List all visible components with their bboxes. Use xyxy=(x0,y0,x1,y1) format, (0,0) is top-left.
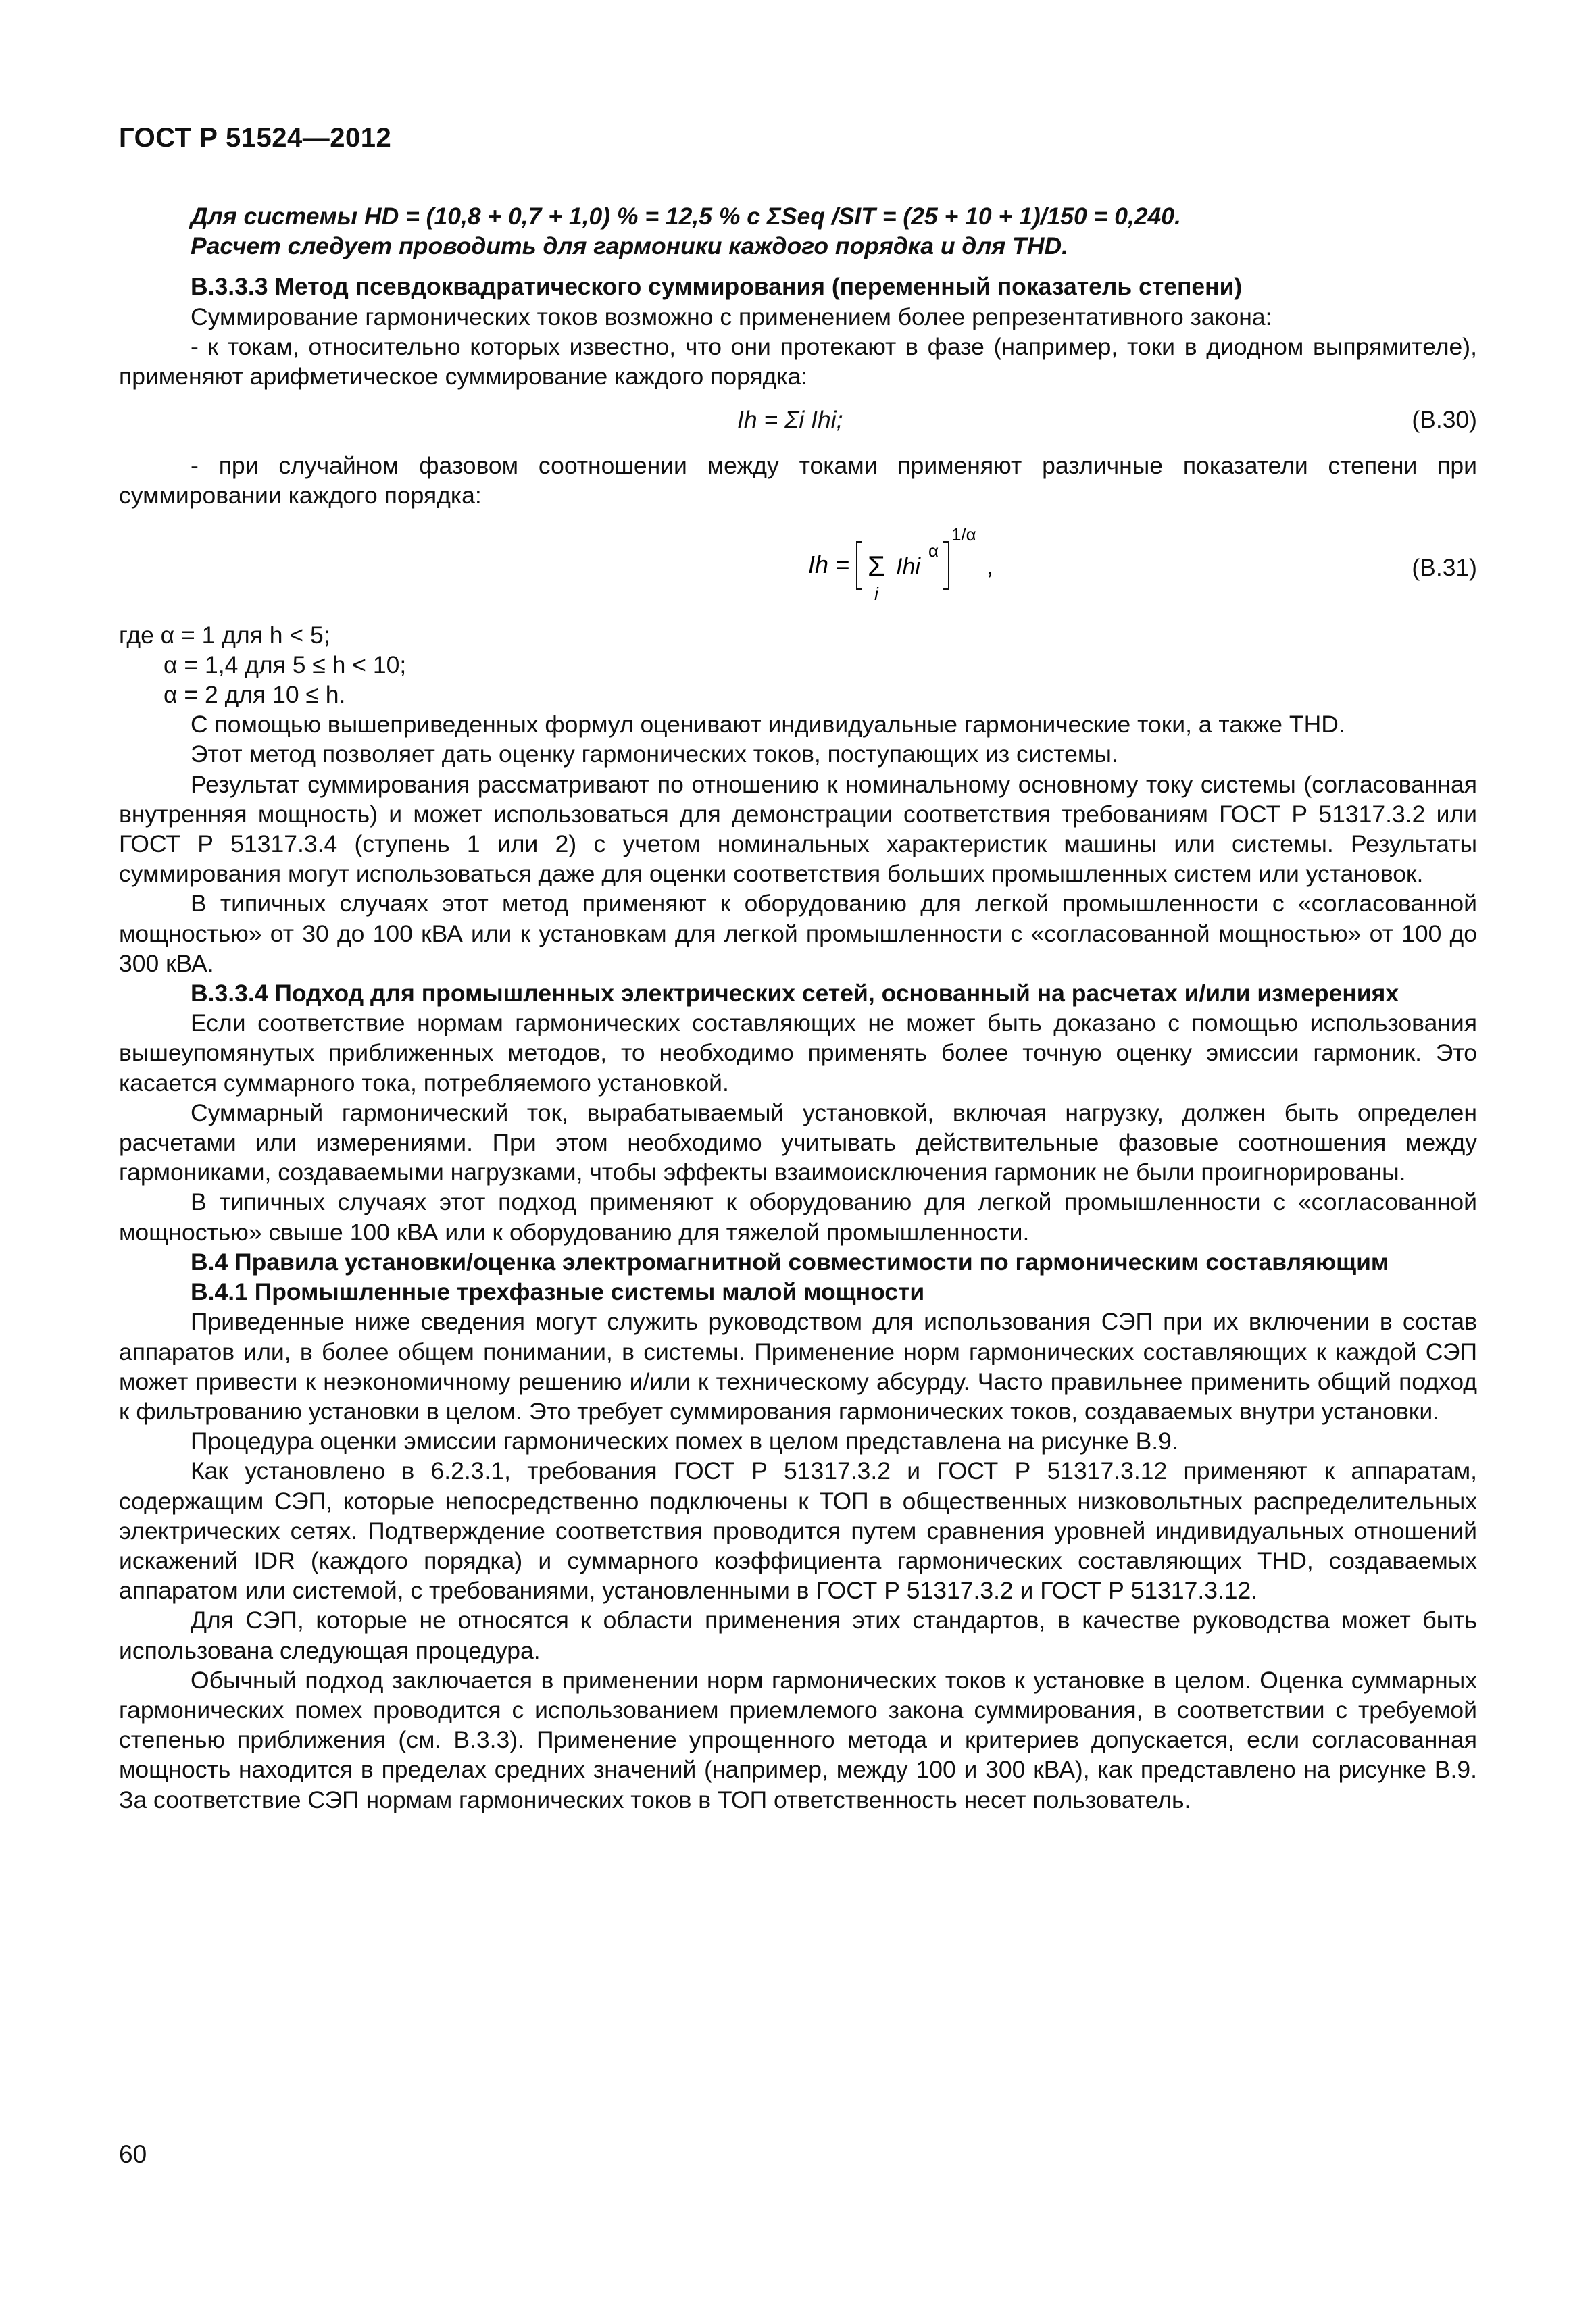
paragraph: В типичных случаях этот подход применяют к оборудованию для легкой промышленности с «согласованной мощностью» свыше 100 кВА или к оборудованию для тяжелой промышленности. xyxy=(119,1188,1477,1246)
paragraph: С помощью вышеприведенных формул оценивают индивидуальные гармонические токи, а также THD. xyxy=(191,711,1345,738)
formula-b30-body: Ih = Σi Ihi; xyxy=(737,406,843,434)
section-heading-b4: В.4 Правила установки/оценка электромагнитной совместимости по гармоническим составляющим xyxy=(191,1248,1389,1276)
formula-b31-number: (В.31) xyxy=(1412,553,1477,581)
sum-index: i xyxy=(874,583,878,604)
sum-symbol: Σ xyxy=(868,549,885,582)
paragraph: Для СЭП, которые не относятся к области применения этих стандартов, в качестве руководства может быть использована следующая процедура. xyxy=(119,1607,1477,1664)
formula-b31-lhs: Ih = xyxy=(808,550,850,578)
section-heading-b334: В.3.3.4 Подход для промышленных электрических сетей, основанный на расчетах и/или измерениях xyxy=(191,980,1399,1007)
condition-line: α = 2 для 10 ≤ h. xyxy=(164,681,346,709)
section-heading-b41: В.4.1 Промышленные трехфазные системы малой мощности xyxy=(191,1278,925,1306)
paragraph: Если соответствие нормам гармонических составляющих не может быть доказано с помощью использования вышеупомянутых приближенных методов, то необходимо применять более точную оценку эмиссии гармоник. Это касается суммарного тока, потребляемого установкой. xyxy=(119,1009,1477,1097)
formula-b31-term: Ihi xyxy=(896,553,920,580)
paragraph: Приведенные ниже сведения могут служить руководством для использования СЭП при их включении в состав аппаратов или, в более общем понимании, в системы. Применение норм гармонических составляющих к каждой СЭП может привести к неэкономичному решению и/или к техническому абсурду. Часто правильнее применить общий подход к фильтрованию установки в целом. Это требует суммирования гармонических токов, создаваемых внутри установки. xyxy=(119,1308,1477,1425)
formula-b31 xyxy=(119,513,1477,615)
term-exponent: α xyxy=(928,540,939,561)
document-header: ГОСТ Р 51524—2012 xyxy=(119,123,392,153)
section-heading-b333: В.3.3.3 Метод псевдоквадратического суммирования (переменный показатель степени) xyxy=(191,273,1243,301)
formula-comma: , xyxy=(987,553,993,580)
paragraph: Процедура оценки эмиссии гармонических помех в целом представлена на рисунке В.9. xyxy=(191,1428,1178,1455)
paragraph: В типичных случаях этот метод применяют к оборудованию для легкой промышленности с «согласованной мощностью» от 30 до 100 кВА или к установкам для легкой промышленности с «согласованной мощностью» от 100 до 300 кВА. xyxy=(119,890,1477,977)
intro-line-2: Расчет следует проводить для гармоники каждого порядка и для THD. xyxy=(191,232,1069,260)
formula-b31-graphic xyxy=(659,513,1038,615)
right-bracket xyxy=(943,542,949,589)
paragraph: Результат суммирования рассматривают по отношению к номинальному основному току системы (согласованная внутренняя мощность) и может использоваться для демонстрации соответствия требованиям ГОСТ Р 51317.3.2 или ГОСТ Р 51317.3.4 (ступень 1 или 2) с учетом номинальных характеристик машины или системы. Результаты суммирования могут использоваться даже для оценки соответствия больших промышленных систем или установок. xyxy=(119,770,1477,888)
paragraph: Обычный подход заключается в применении норм гармонических токов к установке в целом. Оценка суммарных гармонических помех проводится с использованием приемлемого закона суммирования, в соответствии с требуемой степенью приближения (см. В.3.3). Применение упрощенного метода и критериев допускается, если согласованная мощность находится в пределах средних значений (например, между 100 и 300 кВА), как представлено на рисунке В.9. За соответствие СЭП нормам гармонических токов в ТОП ответственность несет пользователь. xyxy=(119,1666,1477,1813)
formula-b30 xyxy=(119,405,1477,437)
condition-line: где α = 1 для h < 5; xyxy=(119,621,330,649)
page-number: 60 xyxy=(119,2140,147,2168)
paragraph: - при случайном фазовом соотношении между токами применяют различные показатели степени при суммировании каждого порядка: xyxy=(119,452,1477,509)
outer-exponent: 1/α xyxy=(951,524,976,545)
condition-line: α = 1,4 для 5 ≤ h < 10; xyxy=(164,651,407,678)
paragraph: - к токам, относительно которых известно, что они протекают в фазе (например, токи в диодном выпрямителе), применяют арифметическое суммирование каждого порядка: xyxy=(119,332,1477,391)
paragraph: Суммирование гармонических токов возможно с применением более репрезентативного закона: xyxy=(191,303,1272,330)
intro-line-1: Для системы HD = (10,8 + 0,7 + 1,0) % = 12,5 % с ΣSeq /SIT = (25 + 10 + 1)/150 = 0,240. xyxy=(191,203,1181,230)
paragraph: Суммарный гармонический ток, вырабатываемый установкой, включая нагрузку, должен быть определен расчетами или измерениями. При этом необходимо учитывать действительные фазовые соотношения между гармониками, создаваемыми нагрузками, чтобы эффекты взаимоисключения гармоник не были проигнорированы. xyxy=(119,1099,1477,1186)
left-bracket xyxy=(857,542,862,589)
paragraph: Как установлено в 6.2.3.1, требования ГОСТ Р 51317.3.2 и ГОСТ Р 51317.3.12 применяют к аппаратам, содержащим СЭП, которые непосредственно подключены к ТОП в общественных низковольтных распределительных электрических сетях. Подтверждение соответствия проводится путем сравнения уровней индивидуальных отношений искажений IDR (каждого порядка) и суммарного коэффициента гармонических составляющих THD, создаваемых аппаратом или системой, с требованиями, установленными в ГОСТ Р 51317.3.2 и ГОСТ Р 51317.3.12. xyxy=(119,1457,1477,1605)
paragraph: Этот метод позволяет дать оценку гармонических токов, поступающих из системы. xyxy=(191,740,1118,768)
formula-b30-number: (В.30) xyxy=(1412,406,1477,434)
document-body xyxy=(119,201,1477,1815)
